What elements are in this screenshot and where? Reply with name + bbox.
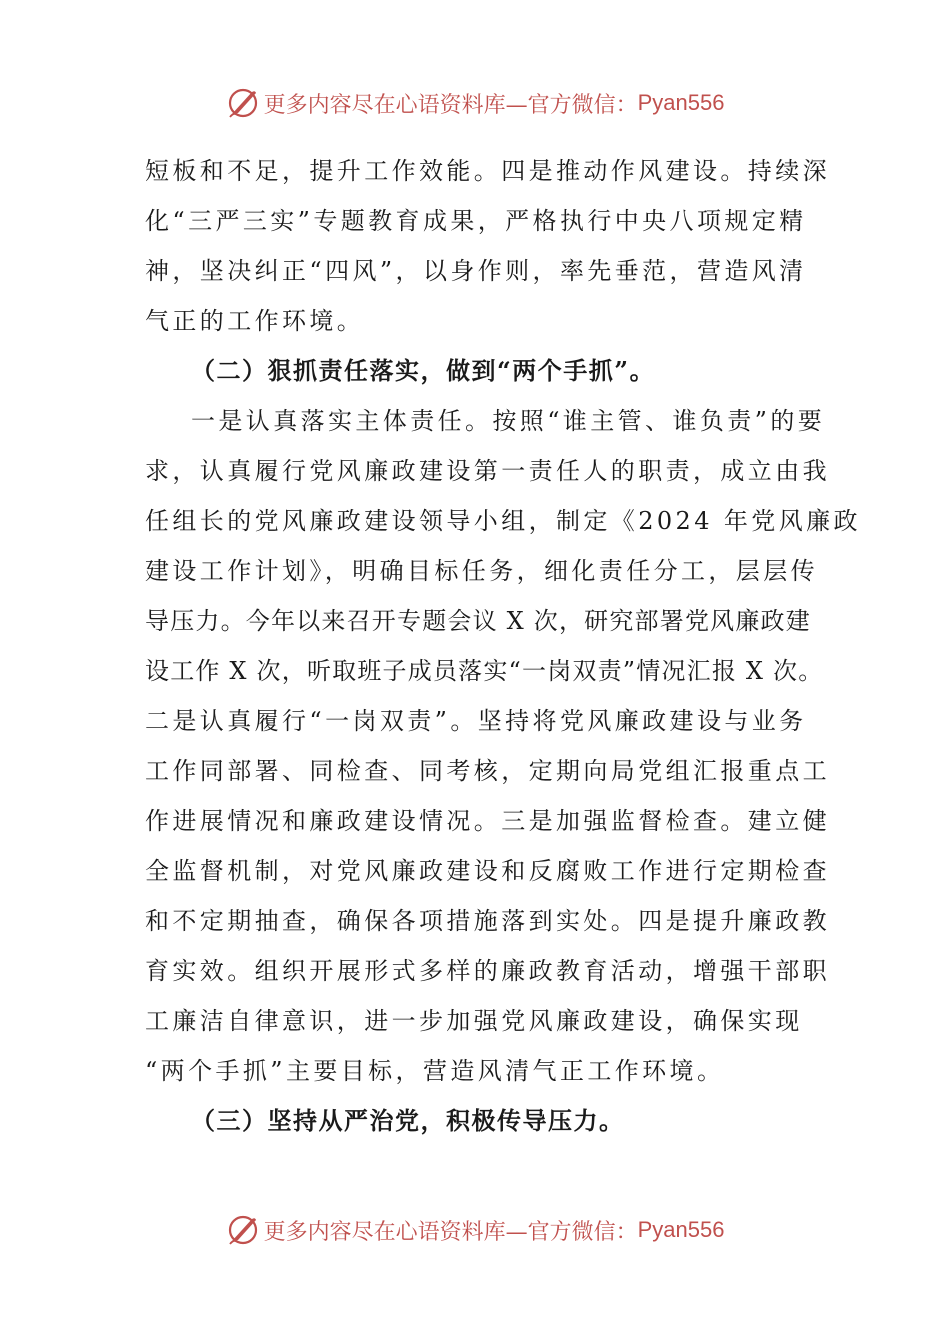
text-line: 化“三严三实”专题教育成果，严格执行中央八项规定精 bbox=[145, 207, 807, 235]
text-line: “两个手抓”主要目标，营造风清气正工作环境。 bbox=[145, 1057, 725, 1085]
banner-text: 更多内容尽在心语资料库—官方微信： bbox=[263, 1219, 638, 1245]
document-body bbox=[145, 146, 861, 1146]
paragraph-1 bbox=[145, 146, 830, 346]
text-line: 育实效。组织开展形式多样的廉政教育活动，增强干部职 bbox=[145, 957, 830, 985]
quill-pen-logo-icon bbox=[226, 1213, 260, 1247]
quill-pen-logo-icon bbox=[226, 86, 260, 120]
text-line: 工作同部署、同检查、同考核，定期向局党组汇报重点工 bbox=[145, 757, 830, 785]
text-line: 求，认真履行党风廉政建设第一责任人的职责，成立由我 bbox=[145, 457, 830, 485]
text-line: 气正的工作环境。 bbox=[145, 307, 365, 335]
text-line: 设工作 X 次，听取班子成员落实“一岗双责”情况汇报 X 次。 bbox=[145, 657, 824, 685]
wechat-id: Pyan556 bbox=[637, 1217, 725, 1242]
wechat-id: Pyan556 bbox=[637, 90, 725, 115]
text-line: 神，坚决纠正“四风”，以身作则，率先垂范，营造风清 bbox=[145, 257, 807, 285]
section-heading-2: （二）狠抓责任落实，做到“两个手抓”。 bbox=[191, 356, 656, 385]
text-line: 建设工作计划》，明确目标任务，细化责任分工，层层传 bbox=[145, 557, 818, 585]
paragraph-2 bbox=[145, 396, 861, 1096]
text-line: 全监督机制，对党风廉政建设和反腐败工作进行定期检查 bbox=[145, 857, 830, 885]
text-line: 作进展情况和廉政建设情况。三是加强监督检查。建立健 bbox=[145, 807, 830, 835]
text-line: 短板和不足，提升工作效能。四是推动作风建设。持续深 bbox=[145, 157, 830, 185]
section-heading-3: （三）坚持从严治党，积极传导压力。 bbox=[191, 1106, 625, 1135]
text-line: 一是认真落实主体责任。按照“谁主管、谁负责”的要 bbox=[191, 407, 826, 435]
text-line: 导压力。今年以来召开专题会议 X 次，研究部署党风廉政建 bbox=[145, 607, 811, 635]
banner-text: 更多内容尽在心语资料库—官方微信： bbox=[263, 92, 638, 118]
header-banner bbox=[0, 83, 950, 123]
footer-banner bbox=[0, 1210, 950, 1250]
text-line: 和不定期抽查，确保各项措施落到实处。四是提升廉政教 bbox=[145, 907, 830, 935]
text-line: 二是认真履行“一岗双责”。坚持将党风廉政建设与业务 bbox=[145, 707, 807, 735]
text-line: 任组长的党风廉政建设领导小组，制定《2024 年党风廉政 bbox=[145, 507, 861, 535]
text-line: 工廉洁自律意识，进一步加强党风廉政建设，确保实现 bbox=[145, 1007, 803, 1035]
